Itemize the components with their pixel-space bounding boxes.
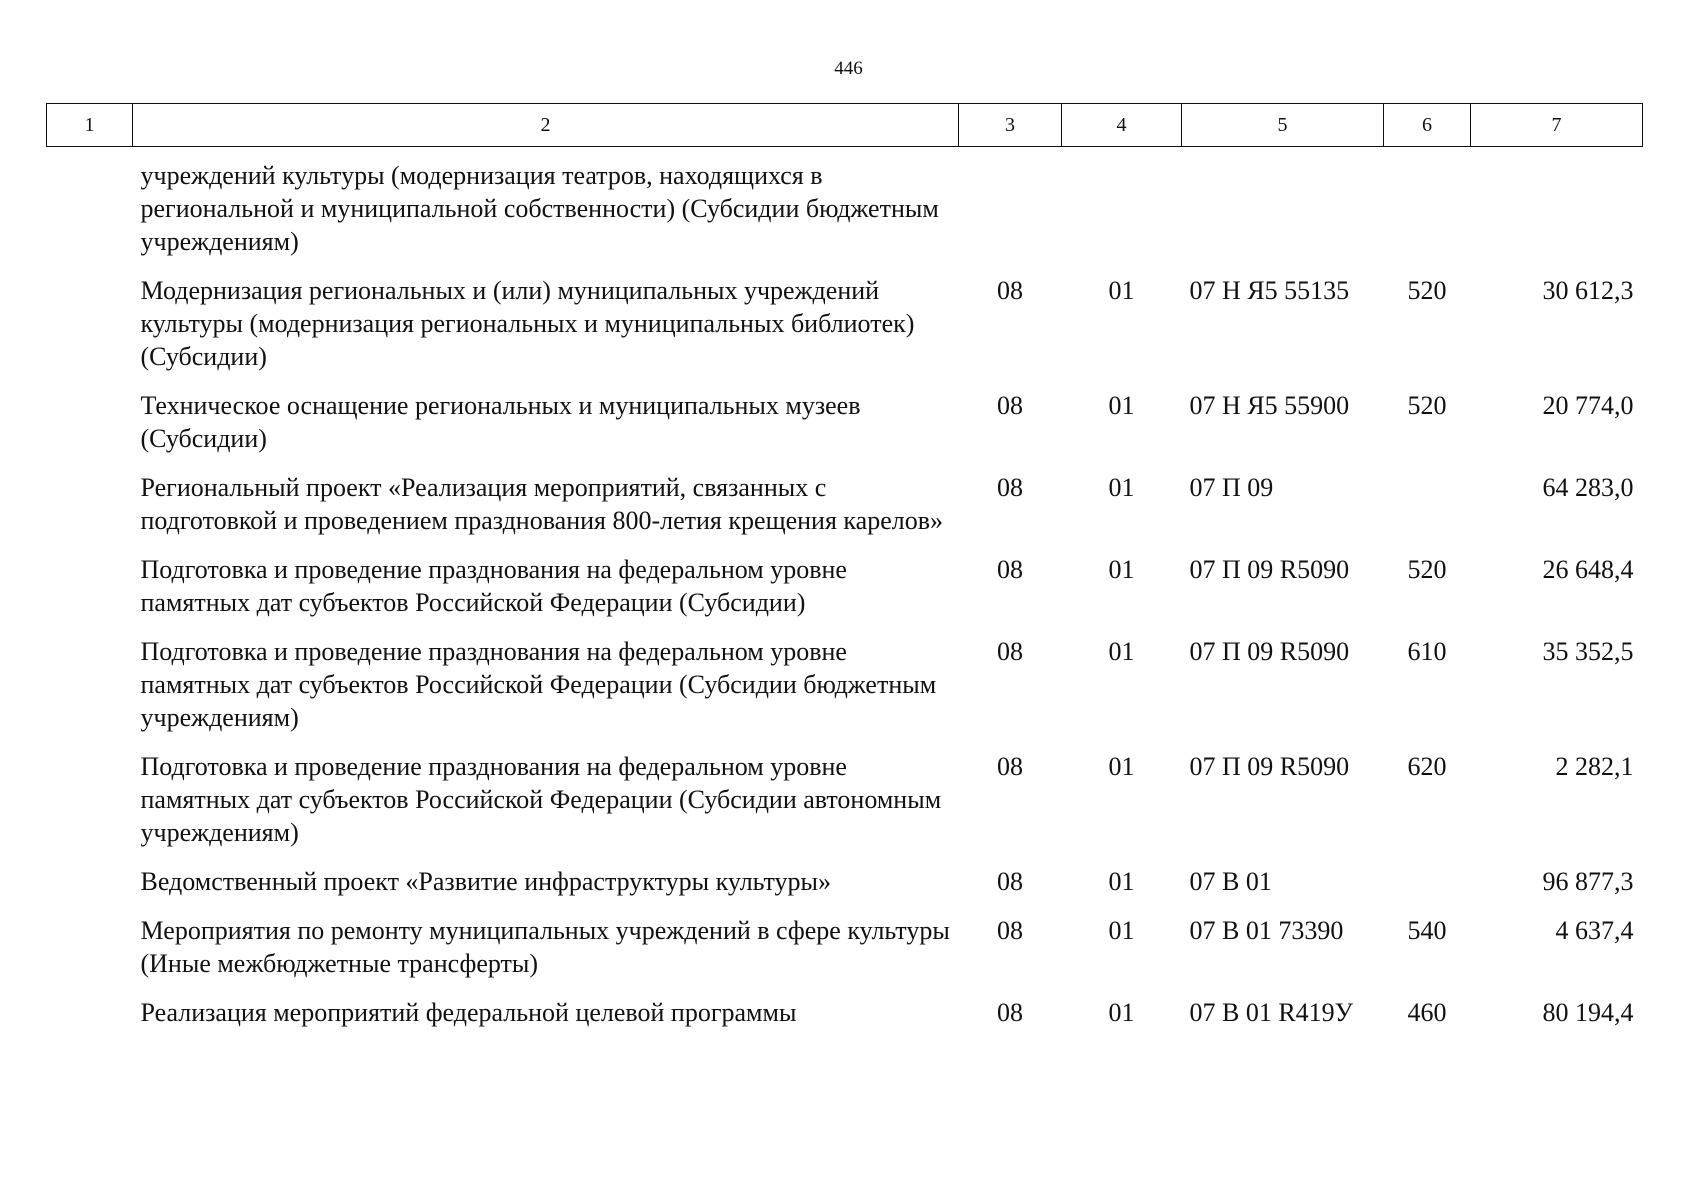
row-index-cell [47, 471, 133, 553]
expense-type-code: 520 [1407, 555, 1447, 584]
header-col-3: 3 [959, 104, 1062, 147]
target-article-code [1182, 147, 1384, 275]
table-row [47, 865, 1643, 914]
item-name: Подготовка и проведение празднования на федеральном уровне памятных дат субъектов Российской Федерации (Субсидии автономным учреждениям) [140, 752, 942, 847]
subsection-code: 01 [1108, 752, 1135, 781]
amount: 26 648,4 [1542, 555, 1634, 584]
target-article-code: 07 П 09 [1189, 473, 1274, 502]
target-article-code: 07 П 09 R5090 [1189, 555, 1350, 584]
item-name: Техническое оснащение региональных и муниципальных музеев (Субсидии) [140, 391, 861, 453]
amount: 4 637,4 [1555, 916, 1634, 945]
header-col-5: 5 [1182, 104, 1384, 147]
table-row [47, 553, 1643, 635]
subsection-code: 01 [1108, 391, 1135, 420]
table-row [47, 147, 1643, 275]
table-row [47, 389, 1643, 471]
header-row [47, 104, 1643, 147]
section-code: 08 [997, 473, 1023, 502]
row-index-cell [47, 147, 133, 275]
amount: 96 877,3 [1542, 867, 1634, 896]
target-article-code: 07 В 01 [1189, 867, 1272, 896]
target-article-code: 07 П 09 R5090 [1189, 637, 1350, 666]
subsection-code: 01 [1108, 867, 1135, 896]
header-col-2: 2 [133, 104, 959, 147]
item-name: Региональный проект «Реализация мероприятий, связанных с подготовкой и проведением празднования 800-летия крещения карелов» [140, 473, 943, 535]
table-row [47, 996, 1643, 1045]
row-index-cell [47, 914, 133, 996]
amount: 30 612,3 [1542, 276, 1634, 305]
expense-type-code [1384, 865, 1471, 914]
section-code [959, 147, 1062, 275]
row-index-cell [47, 274, 133, 389]
expense-type-code: 620 [1407, 752, 1447, 781]
header-col-4: 4 [1062, 104, 1182, 147]
expense-type-code: 520 [1407, 391, 1447, 420]
section-code: 08 [997, 555, 1023, 584]
amount [1471, 147, 1643, 275]
subsection-code [1062, 147, 1182, 275]
header-col-7: 7 [1471, 104, 1643, 147]
subsection-code: 01 [1108, 916, 1135, 945]
subsection-code: 01 [1108, 473, 1135, 502]
header-col-6: 6 [1384, 104, 1471, 147]
table-row [47, 914, 1643, 996]
section-code: 08 [997, 276, 1023, 305]
table-row [47, 635, 1643, 750]
row-index-cell [47, 865, 133, 914]
item-name: Подготовка и проведение празднования на федеральном уровне памятных дат субъектов Российской Федерации (Субсидии) [140, 555, 847, 617]
table-row [47, 471, 1643, 553]
item-name: Реализация мероприятий федеральной целевой программы [140, 998, 797, 1027]
subsection-code: 01 [1108, 637, 1135, 666]
amount: 20 774,0 [1542, 391, 1634, 420]
target-article-code: 07 В 01 73390 [1189, 916, 1344, 945]
target-article-code: 07 П 09 R5090 [1189, 752, 1350, 781]
item-name: учреждений культуры (модернизация театров, находящихся в региональной и муниципальной собственности) (Субсидии бюджетным учреждениям) [140, 161, 939, 256]
row-index-cell [47, 389, 133, 471]
item-name: Мероприятия по ремонту муниципальных учреждений в сфере культуры (Иные межбюджетные трансферты) [140, 916, 950, 978]
section-code: 08 [997, 752, 1023, 781]
row-index-cell [47, 635, 133, 750]
target-article-code: 07 Н Я5 55900 [1189, 391, 1350, 420]
item-name: Подготовка и проведение празднования на федеральном уровне памятных дат субъектов Российской Федерации (Субсидии бюджетным учреждениям) [140, 637, 937, 732]
subsection-code: 01 [1108, 276, 1135, 305]
subsection-code: 01 [1108, 555, 1135, 584]
target-article-code: 07 В 01 R419У [1189, 998, 1354, 1027]
page-number: 446 [834, 58, 863, 79]
expense-type-code: 610 [1407, 637, 1447, 666]
target-article-code: 07 Н Я5 55135 [1189, 276, 1350, 305]
section-code: 08 [997, 637, 1023, 666]
expense-type-code: 540 [1407, 916, 1447, 945]
section-code: 08 [997, 867, 1023, 896]
item-name: Модернизация региональных и (или) муниципальных учреждений культуры (модернизация региональных и муниципальных библиотек) (Субсидии) [140, 276, 915, 371]
subsection-code: 01 [1108, 998, 1135, 1027]
amount: 64 283,0 [1542, 473, 1634, 502]
header-col-1: 1 [47, 104, 133, 147]
row-index-cell [47, 553, 133, 635]
section-code: 08 [997, 998, 1023, 1027]
expense-type-code [1384, 471, 1471, 553]
table-row [47, 750, 1643, 865]
amount: 2 282,1 [1555, 752, 1634, 781]
section-code: 08 [997, 916, 1023, 945]
expense-type-code [1384, 147, 1471, 275]
table-row [47, 274, 1643, 389]
amount: 35 352,5 [1542, 637, 1634, 666]
table-body [47, 147, 1643, 1046]
budget-table [46, 103, 1643, 1045]
expense-type-code: 520 [1407, 276, 1447, 305]
row-index-cell [47, 750, 133, 865]
section-code: 08 [997, 391, 1023, 420]
row-index-cell [47, 996, 133, 1045]
table-header [47, 104, 1643, 147]
expense-type-code: 460 [1407, 998, 1447, 1027]
amount: 80 194,4 [1542, 998, 1634, 1027]
item-name: Ведомственный проект «Развитие инфраструктуры культуры» [140, 867, 832, 896]
